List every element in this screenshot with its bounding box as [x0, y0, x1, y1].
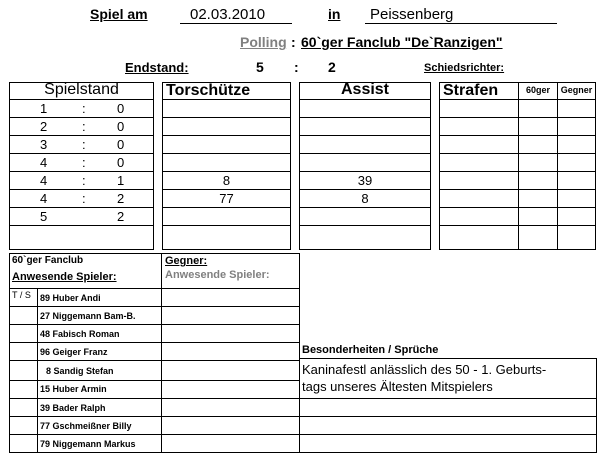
row-sep: :: [82, 119, 86, 134]
spiel-am-label: Spiel am: [90, 6, 148, 22]
row-sep: :: [82, 173, 86, 188]
row-home: 3: [40, 137, 48, 152]
spielstand-header: Spielstand: [44, 81, 119, 98]
row-sep: :: [82, 101, 86, 116]
player-row: 27 Niggemann Bam-B.: [40, 311, 136, 321]
row-home: 4: [40, 173, 48, 188]
schiedsrichter-label: Schiedsrichter:: [424, 62, 505, 74]
row-away: 0: [117, 137, 125, 152]
fanclub-title: 60`ger Fanclub: [12, 255, 84, 266]
gegner-header: Gegner: [560, 85, 593, 95]
row-away: 1: [117, 173, 125, 188]
row-home: 2: [40, 119, 48, 134]
gegner-subtitle: Anwesende Spieler:: [165, 269, 270, 281]
ts-label: T / S: [12, 290, 31, 300]
row-sep: :: [82, 191, 86, 206]
notes-line-1: Kaninafestl anlässlich des 50 - 1. Geburts-: [302, 362, 547, 377]
torschuetze-header: Torschütze: [166, 82, 251, 99]
assist-header: Assist: [340, 81, 390, 98]
game-location: Peissenberg: [370, 6, 454, 23]
row-away: 2: [117, 191, 125, 206]
player-row: 48 Fabisch Roman: [40, 329, 120, 339]
away-team: 60`ger Fanclub "De`Ranzigen": [301, 34, 503, 50]
notes-line-2: tags unseres Ältesten Mitspielers: [302, 379, 493, 394]
row-sep: :: [82, 155, 86, 170]
row-scorer: 77: [219, 191, 234, 206]
player-row: 8 Sandig Stefan: [46, 366, 114, 376]
fanclub-subtitle: Anwesende Spieler:: [12, 271, 117, 283]
row-home: 4: [40, 155, 48, 170]
row-assist: 8: [361, 191, 369, 206]
row-home: 5: [40, 209, 48, 224]
final-score-home: 5: [256, 59, 264, 75]
gegner-title: Gegner:: [165, 255, 208, 267]
row-home: 1: [40, 101, 48, 116]
sechzig-header: 60ger: [525, 85, 551, 95]
row-scorer: 8: [222, 173, 231, 188]
final-score-away: 2: [328, 59, 336, 75]
notes-title: Besonderheiten / Sprüche: [302, 344, 439, 356]
row-sep: :: [82, 137, 86, 152]
row-away: 2: [117, 209, 125, 224]
in-label: in: [328, 6, 341, 22]
player-row: 39 Bader Ralph: [40, 403, 106, 413]
row-away: 0: [117, 101, 125, 116]
row-home: 4: [40, 191, 48, 206]
row-away: 0: [117, 119, 125, 134]
row-away: 0: [117, 155, 125, 170]
game-date: 02.03.2010: [190, 6, 266, 23]
home-team: Polling: [240, 34, 287, 50]
endstand-label: Endstand:: [125, 60, 189, 75]
player-row: 15 Huber Armin: [40, 384, 107, 394]
player-row: 79 Niggemann Markus: [40, 439, 136, 449]
team-colon: :: [291, 34, 296, 50]
final-score-sep: :: [294, 59, 299, 75]
row-assist: 39: [357, 173, 373, 188]
player-row: 96 Geiger Franz: [40, 347, 108, 357]
player-row: 89 Huber Andi: [40, 293, 101, 303]
strafen-header: Strafen: [443, 82, 499, 99]
player-row: 77 Gschmeißner Billy: [40, 421, 132, 431]
